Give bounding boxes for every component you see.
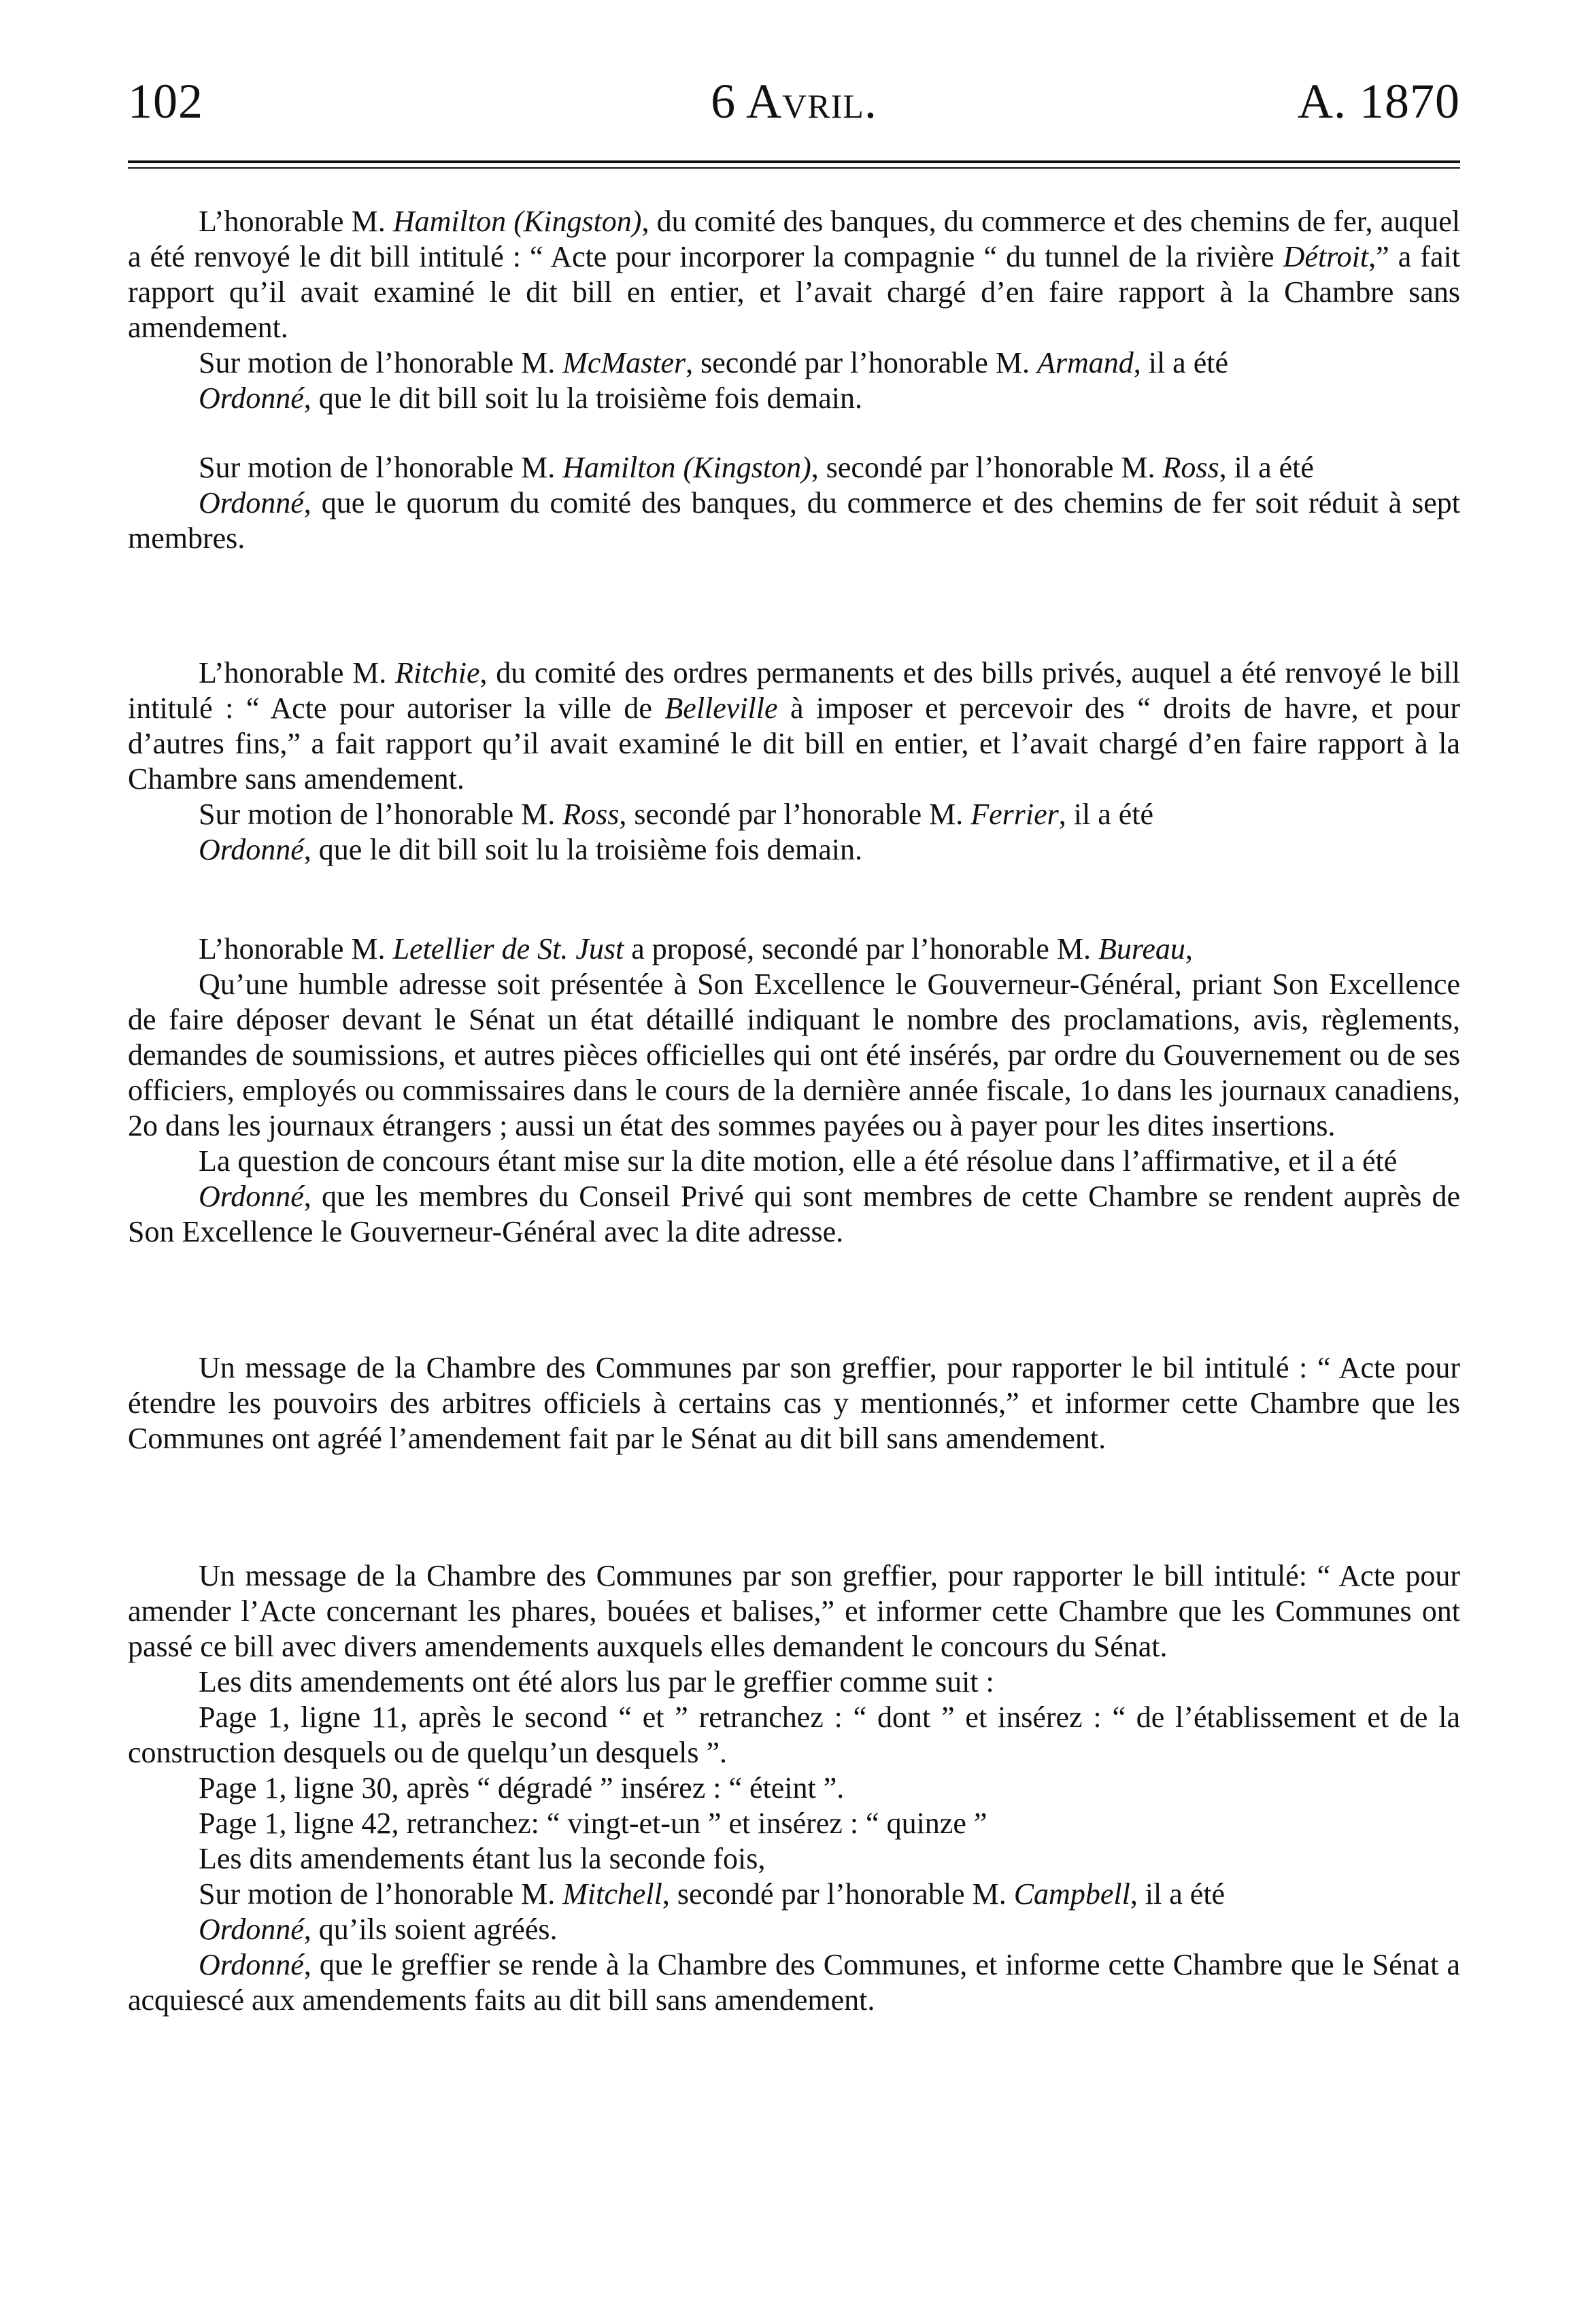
page-number: 102 (128, 74, 203, 129)
minutes-entry (128, 655, 1460, 868)
entry-paragraph (128, 204, 1460, 345)
entry-paragraph (128, 932, 1460, 967)
entry-paragraph (128, 1558, 1460, 1664)
entry-paragraph (128, 1350, 1460, 1456)
text-run: ,” a fait rapport qu’il avait examiné le dit bill en entier, et l’avait chargé d’en faire rapport à la Chambre sans amendement. (128, 240, 1460, 344)
entry-paragraph (128, 485, 1460, 556)
entry-paragraph (128, 1947, 1460, 2018)
italic-text: Mitchell (562, 1877, 662, 1911)
italic-text: Ross (1162, 451, 1219, 484)
entry-paragraph (128, 345, 1460, 381)
text-run: Un message de la Chambre des Communes par son greffier, pour rapporter le bil intitulé : “ Acte pour étendre les pouvoirs des arbitres officiels à certains cas y mentionnés,” et informer cette Chambre que les Communes ont agréé l’amendement fait par le Sénat au dit bill sans amendement. (128, 1351, 1460, 1455)
italic-text: Campbell (1013, 1877, 1130, 1911)
italic-text: McMaster (562, 346, 686, 379)
text-run: , secondé par l’honorable M. (619, 798, 971, 831)
text-run: L’honorable M. (199, 656, 395, 689)
italic-text: Bureau (1098, 932, 1185, 966)
minutes-entry (128, 450, 1460, 556)
italic-text: Ordonné (199, 486, 304, 519)
italic-text: Belleville (664, 691, 778, 725)
page-date: 6 Avril. (711, 74, 877, 129)
text-run: Sur motion de l’honorable M. (199, 798, 563, 831)
entry-paragraph (128, 1912, 1460, 1947)
text-run: , il a été (1133, 346, 1228, 379)
text-run: a proposé, secondé par l’honorable M. (624, 932, 1098, 966)
entry-paragraph (128, 450, 1460, 485)
minutes-entry (128, 1350, 1460, 1456)
text-run: , secondé par l’honorable M. (662, 1877, 1014, 1911)
entry-paragraph (128, 655, 1460, 797)
italic-text: Détroit (1283, 240, 1369, 273)
text-run: , secondé par l’honorable M. (811, 451, 1163, 484)
italic-text: Ferrier (970, 798, 1059, 831)
text-run: Page 1, ligne 11, après le second “ et ” retranchez : “ dont ” et insérez : “ de l’établissement et de la construction desquels ou de quelqu’un desquels ”. (128, 1701, 1460, 1769)
text-run: , du comité des ordres permanents et des bills privés, auquel a été renvoyé le bill intitulé : “ Acte pour autoriser la ville de (128, 656, 1460, 725)
entry-paragraph (128, 1664, 1460, 1700)
text-run: L’honorable M. (199, 205, 393, 238)
italic-text: Ordonné (199, 833, 304, 866)
italic-text: Ordonné (199, 381, 304, 415)
minutes-entry (128, 204, 1460, 416)
text-run: Page 1, ligne 30, après “ dégradé ” insérez : “ éteint ”. (199, 1771, 845, 1805)
text-run: , il a été (1130, 1877, 1226, 1911)
text-run: Qu’une humble adresse soit présentée à Son Excellence le Gouverneur-Général, priant Son Excellence de faire déposer devant le Sénat un état détaillé indiquant le nombre des proclamations, avis, règlements, demandes de soumissions, et autres pièces officielles qui ont été insérés, par ordre du Gouvernement ou de ses officiers, employés ou commissaires dans le cours de la dernière année fiscale, 1o dans les journaux canadiens, 2o dans les journaux étrangers ; aussi un état des sommes payées ou à payer pour les dites insertions. (128, 968, 1460, 1142)
italic-text: Letellier de St. Just (392, 932, 624, 966)
italic-text: Ordonné (199, 1913, 304, 1946)
header-rule-thin (128, 167, 1460, 169)
text-run: Sur motion de l’honorable M. (199, 451, 563, 484)
text-run: , du comité des banques, du commerce et des chemins de fer, auquel a été renvoyé le dit bill intitulé : “ Acte pour incorporer la compagnie “ du tunnel de la rivière (128, 205, 1460, 273)
italic-text: Ordonné (199, 1180, 304, 1213)
minutes-entry (128, 932, 1460, 1250)
entry-paragraph (128, 1771, 1460, 1806)
text-run: Sur motion de l’honorable M. (199, 346, 563, 379)
entry-paragraph (128, 1179, 1460, 1250)
entry-paragraph (128, 797, 1460, 832)
text-run: L’honorable M. (199, 932, 393, 966)
entry-paragraph (128, 832, 1460, 868)
text-run: , il a été (1219, 451, 1314, 484)
text-run: Un message de la Chambre des Communes par son greffier, pour rapporter le bill intitulé: “ Acte pour amender l’Acte concernant les phares, bouées et balises,” et informer cette Chambre que les Communes ont passé ce bill avec divers amendements auxquels elles demandent le concours du Sénat. (128, 1559, 1460, 1663)
italic-text: Ross (562, 798, 620, 831)
italic-text: Ordonné (199, 1948, 304, 1981)
text-run: La question de concours étant mise sur la dite motion, elle a été résolue dans l’affirmative, et il a été (199, 1144, 1398, 1178)
text-run: , que les membres du Conseil Privé qui sont membres de cette Chambre se rendent auprès de Son Excellence le Gouverneur-Général avec la dite adresse. (128, 1180, 1460, 1248)
text-run: Page 1, ligne 42, retranchez: “ vingt-et-un ” et insérez : “ quinze ” (199, 1807, 987, 1840)
page-year: A. 1870 (1298, 74, 1460, 129)
italic-text: Ritchie (394, 656, 480, 689)
entry-paragraph (128, 1144, 1460, 1179)
entry-paragraph (128, 1877, 1460, 1912)
entry-paragraph (128, 1841, 1460, 1877)
minutes-entry (128, 1558, 1460, 2018)
text-run: à imposer et percevoir des “ droits de havre, et pour d’autres fins,” a fait rapport qu’il avait examiné le dit bill en entier, et l’avait chargé d’en faire rapport à la Chambre sans amendement. (128, 691, 1460, 796)
text-run: Les dits amendements ont été alors lus par le greffier comme suit : (199, 1665, 994, 1698)
text-run: , que le dit bill soit lu la troisième fois demain. (303, 381, 862, 415)
document-body (128, 204, 1460, 2018)
text-run: Sur motion de l’honorable M. (199, 1877, 563, 1911)
italic-text: Hamilton (Kingston) (562, 451, 811, 484)
page-header (128, 73, 1460, 135)
italic-text: Armand (1036, 346, 1134, 379)
text-run: Les dits amendements étant lus la seconde fois, (199, 1842, 766, 1875)
text-run: , que le dit bill soit lu la troisième fois demain. (303, 833, 862, 866)
entry-paragraph (128, 967, 1460, 1144)
italic-text: Hamilton (Kingston) (392, 205, 642, 238)
text-run: , qu’ils soient agréés. (303, 1913, 558, 1946)
entry-paragraph (128, 1700, 1460, 1771)
header-rule-thick (128, 160, 1460, 163)
text-run: , que le quorum du comité des banques, du commerce et des chemins de fer soit réduit à sept membres. (128, 486, 1460, 555)
text-run: , que le greffier se rende à la Chambre des Communes, et informe cette Chambre que le Sénat a acquiescé aux amendements faits au dit bill sans amendement. (128, 1948, 1460, 2017)
text-run: , (1185, 932, 1193, 966)
text-run: , secondé par l’honorable M. (686, 346, 1037, 379)
text-run: , il a été (1058, 798, 1154, 831)
entry-paragraph (128, 381, 1460, 416)
entry-paragraph (128, 1806, 1460, 1841)
